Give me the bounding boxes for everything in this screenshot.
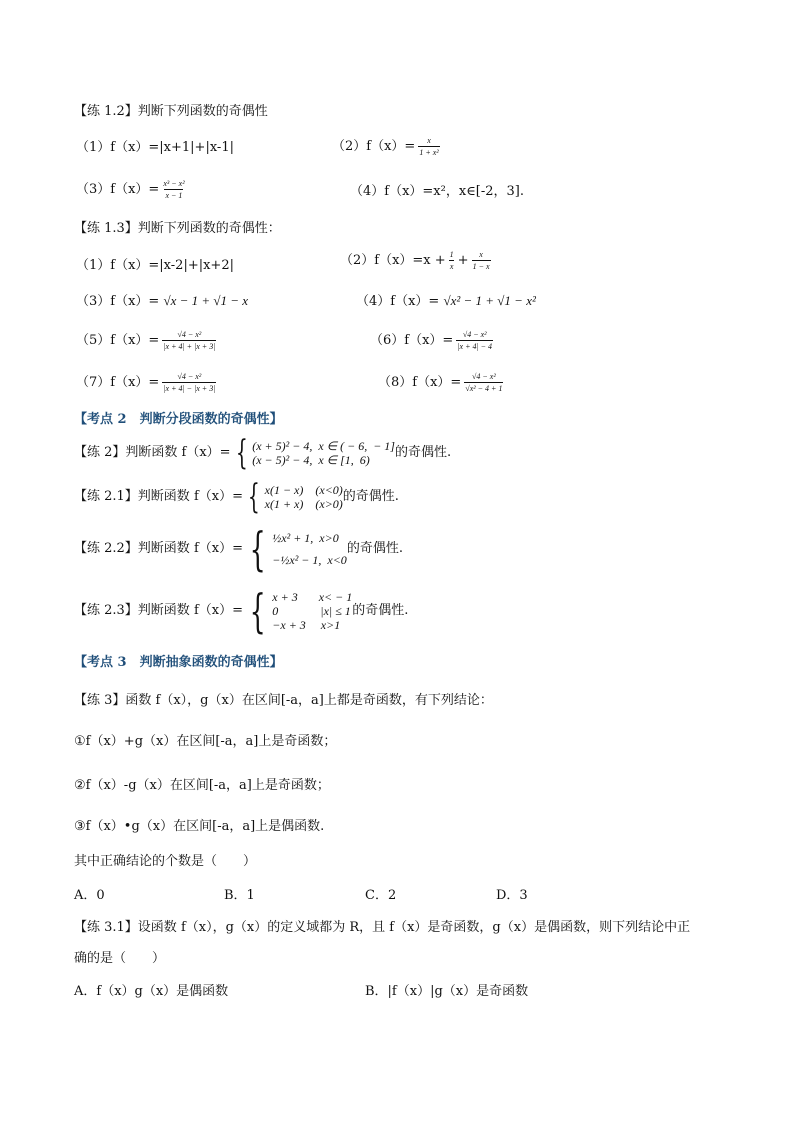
exercise-prefix: 【练 2.1】判断函数 f（x）= [74,489,243,504]
exercise-prefix: 【练 2.2】判断函数 f（x）= [74,541,243,556]
case-row: (x − 5)² − 4, x ∈ [1, 6) [252,453,370,467]
denominator: 1 + x² [419,148,439,157]
case-row: x(1 − x) (x<0) [264,483,343,497]
denominator: x − 1 [165,191,183,200]
case-row: 0 |x| ≤ 1 [272,604,351,618]
denominator: x [449,262,454,271]
fraction [464,372,503,393]
exercise-prefix: 【练 2.3】判断函数 f（x）= [74,603,243,618]
exercise-3-1-stem: 【练 3.1】设函数 f（x），g（x）的定义域都为 R，且 f（x）是奇函数，g（x）是偶函数，则下列结论中正 [74,920,691,935]
exercise-1-3-part-8 [378,372,506,393]
exercise-1-2-part-2 [332,136,443,157]
topic-3-header: 【考点 3 判断抽象函数的奇偶性】 [74,655,283,670]
piecewise-cases [243,522,347,576]
part-prefix: （3）f（x）= [76,182,160,197]
exercise-1-3-part-3 [76,292,248,311]
case-row: −x + 3 x>1 [272,618,341,632]
exercise-suffix: 的奇偶性. [352,603,409,618]
exercise-suffix: 的奇偶性. [394,445,452,460]
exercise-3-1-option-b: B．|f（x）|g（x）是奇函数 [365,984,529,999]
case-row: −½x² − 1, x<0 [272,553,347,567]
part-prefix: （2）f（x）=x + [340,253,446,268]
case-row: x(1 + x) (x>0) [264,497,343,511]
case-rows [252,439,395,467]
plus-sign: + [457,253,469,268]
exercise-suffix: 的奇偶性. [346,541,403,556]
topic-2-header: 【考点 2 判断分段函数的奇偶性】 [74,412,283,427]
question-line: 其中正确结论的个数是（ ） [74,854,257,869]
left-brace-icon: { [249,522,266,576]
exercise-3-stem: 【练 3】函数 f（x），g（x）在区间[-a，a]上都是奇函数，有下列结论： [74,693,493,708]
part-prefix: （7）f（x）= [76,375,160,390]
conclusion-3: ③f（x）•g（x）在区间[-a，a]上是偶函数. [74,819,325,834]
part-prefix: （5）f（x）= [76,333,160,348]
conclusion-2: ②f（x）-g（x）在区间[-a，a]上是奇函数； [74,778,330,793]
denominator: |x + 4| − |x + 3| [163,384,216,393]
part-prefix: （8）f（x）= [378,375,462,390]
option-d: D．3 [496,888,528,903]
exercise-1-2-header: 【练 1.2】判断下列函数的奇偶性 [74,104,268,119]
exercise-1-3-part-4 [356,292,536,311]
exercise-3-1-stem-cont: 确的是（ ） [74,951,166,966]
left-brace-icon: { [235,433,248,473]
part-prefix: （2）f（x）= [332,139,416,154]
option-b: B．1 [224,888,255,903]
denominator: 1 − x [472,262,490,271]
exercise-3-1-option-a: A．f（x）g（x）是偶函数 [74,984,229,999]
numerator: √4 − x² [462,330,487,339]
exercise-1-3-part-6 [370,330,496,351]
case-rows [272,590,352,632]
numerator: x [427,136,431,145]
denominator: √x² − 4 + 1 [465,384,503,393]
radical-expression: √x − 1 + √1 − x [163,293,249,308]
exercise-1-3-part-1: （1）f（x）=|x-2|+|x+2| [76,258,234,273]
case-rows [272,527,347,571]
exercise-2 [74,433,452,473]
piecewise-cases [243,477,343,517]
exercise-1-3-part-7 [76,372,219,393]
exercise-1-3-part-2 [340,250,494,271]
numerator: √4 − x² [472,372,496,381]
case-rows [265,483,343,511]
fraction [456,330,493,351]
fraction [449,250,455,271]
numerator: 1 [449,250,454,259]
denominator: |x + 4| + |x + 3| [163,342,216,351]
fraction [162,330,216,351]
left-brace-icon: { [247,477,260,517]
exercise-1-2-part-4: （4）f（x）=x²，x∈[-2，3]. [350,184,525,199]
numerator: x [479,250,483,259]
exercise-1-2-part-3 [76,179,189,200]
exercise-prefix: 【练 2】判断函数 f（x）= [74,445,231,460]
exercise-1-3-header: 【练 1.3】判断下列函数的奇偶性： [74,221,281,236]
case-row: ½x² + 1, x>0 [272,531,339,545]
numerator: √4 − x² [177,330,202,339]
conclusion-1: ①f（x）+g（x）在区间[-a，a]上是奇函数； [74,734,337,749]
exercise-suffix: 的奇偶性. [342,489,399,504]
exercise-1-3-part-5 [76,330,219,351]
part-prefix: （4）f（x）= [356,294,440,309]
fraction [418,136,439,157]
numerator: √4 − x² [177,372,202,381]
denominator: |x + 4| − 4 [457,342,493,351]
numerator: x³ − x² [163,179,185,188]
case-row: x + 3 x< − 1 [272,590,353,604]
part-prefix: （6）f（x）= [370,333,454,348]
piecewise-cases [231,433,395,473]
option-a: A．0 [74,888,105,903]
left-brace-icon: { [249,584,266,638]
part-prefix: （3）f（x）= [76,294,160,309]
option-c: C．2 [365,888,397,903]
fraction [162,179,185,200]
piecewise-cases [243,584,353,638]
radical-expression: √x² − 1 + √1 − x² [443,293,536,308]
fraction [472,250,491,271]
exercise-2-3 [74,584,409,638]
fraction [162,372,216,393]
exercise-1-2-part-1: （1）f（x）=|x+1|+|x-1| [76,140,234,155]
case-row: (x + 5)² − 4, x ∈ ( − 6, − 1] [252,439,395,453]
exercise-2-1 [74,477,399,517]
exercise-2-2 [74,522,403,576]
